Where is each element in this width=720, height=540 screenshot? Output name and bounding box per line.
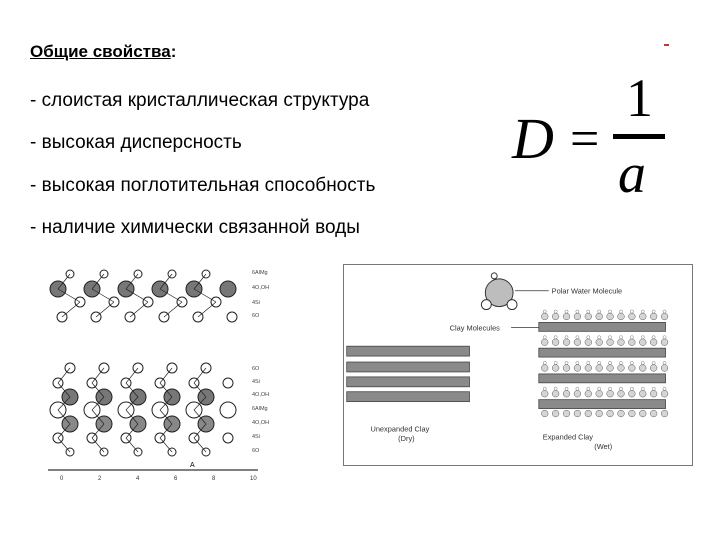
clay-layer	[539, 400, 666, 409]
water-molecule	[661, 313, 668, 320]
clay-layer	[347, 346, 470, 356]
water-molecule	[576, 310, 579, 313]
bond	[62, 302, 80, 317]
unexpanded-sub: (Dry)	[398, 434, 415, 444]
water-molecule	[618, 313, 625, 320]
clay-layer	[347, 392, 470, 402]
water-molecule	[652, 310, 655, 313]
water-molecule	[563, 390, 570, 397]
water-molecule	[639, 390, 646, 397]
crystal-label: 4O,OH	[252, 285, 270, 291]
water-molecule	[596, 410, 603, 417]
water-molecule	[641, 387, 644, 390]
water-molecule	[574, 339, 581, 346]
expanded-label: Expanded Clay	[542, 432, 593, 442]
water-molecule	[619, 336, 622, 339]
water-molecule	[628, 365, 635, 372]
water-molecule	[598, 361, 601, 364]
clay-layer	[539, 322, 666, 331]
water-molecule	[563, 313, 570, 320]
water-molecule	[541, 410, 548, 417]
water-molecule	[639, 339, 646, 346]
expanded-layers	[539, 310, 668, 417]
crystal-label: 6O	[252, 448, 260, 454]
water-molecule	[576, 361, 579, 364]
water-molecule	[641, 310, 644, 313]
water-molecule	[628, 390, 635, 397]
water-molecule	[541, 339, 548, 346]
bond	[194, 438, 206, 452]
crystal-label: 6AlMg	[252, 406, 268, 412]
water-molecule	[652, 387, 655, 390]
axis-tick: 2	[98, 476, 102, 482]
formula-equals: =	[570, 111, 600, 168]
heading-colon: :	[170, 42, 177, 61]
water-molecule	[630, 310, 633, 313]
crystal-label: 6O	[252, 313, 260, 319]
water-molecule	[618, 390, 625, 397]
water-molecule	[661, 339, 668, 346]
water-molecule	[554, 387, 557, 390]
water-molecule	[663, 336, 666, 339]
water-molecule	[598, 387, 601, 390]
water-molecule	[543, 336, 546, 339]
water-molecule	[652, 361, 655, 364]
water-molecule	[541, 365, 548, 372]
water-molecule-plus	[491, 273, 497, 279]
bond	[160, 438, 172, 452]
water-molecule	[563, 339, 570, 346]
water-molecule	[628, 313, 635, 320]
water-molecule	[596, 390, 603, 397]
water-molecule	[574, 390, 581, 397]
water-molecule	[639, 313, 646, 320]
water-molecule	[608, 336, 611, 339]
water-molecule	[587, 310, 590, 313]
expanded-sub: (Wet)	[594, 442, 613, 452]
bullet-layered-structure: - слоистая кристаллическая структура	[30, 90, 370, 111]
water-molecule	[639, 365, 646, 372]
water-molecule	[552, 365, 559, 372]
bullet-bound-water: - наличие химически связанной воды	[30, 217, 360, 238]
water-molecule	[596, 313, 603, 320]
water-molecule	[576, 387, 579, 390]
dispersion-formula	[510, 58, 670, 198]
axis-tick: 6	[174, 476, 178, 482]
crystal-label: 6AlMg	[252, 270, 268, 276]
bond	[130, 302, 148, 317]
water-molecule	[650, 339, 657, 346]
water-molecule	[596, 339, 603, 346]
bond	[58, 438, 70, 452]
clay-layer	[539, 348, 666, 357]
water-molecule	[563, 365, 570, 372]
bond	[92, 438, 104, 452]
formula-denominator: a	[618, 143, 646, 198]
bond	[126, 438, 138, 452]
crystal-structure-figure	[40, 262, 290, 484]
crystal-label: 4Si	[252, 379, 260, 385]
water-molecule	[543, 310, 546, 313]
water-molecule	[574, 313, 581, 320]
axis-tick: 4	[136, 476, 140, 482]
water-molecule	[630, 361, 633, 364]
water-molecule	[576, 336, 579, 339]
atom	[220, 281, 236, 297]
bond	[164, 302, 182, 317]
water-molecule	[630, 336, 633, 339]
water-molecule	[608, 361, 611, 364]
formula-lhs: D	[512, 106, 554, 171]
water-molecule	[619, 387, 622, 390]
water-molecule	[618, 365, 625, 372]
water-molecule	[543, 361, 546, 364]
clay-layer	[539, 374, 666, 383]
water-molecule	[650, 365, 657, 372]
water-molecule	[650, 390, 657, 397]
water-molecule-hydrogen	[507, 300, 517, 310]
water-molecule	[639, 410, 646, 417]
formula-numerator: 1	[626, 68, 653, 128]
atom	[227, 312, 237, 322]
bond	[92, 368, 104, 383]
axis-tick: 8	[212, 476, 216, 482]
water-molecule	[552, 390, 559, 397]
water-molecule	[619, 361, 622, 364]
water-molecule	[552, 410, 559, 417]
bond	[198, 302, 216, 317]
clay-expansion-figure	[343, 264, 693, 466]
water-molecule	[650, 410, 657, 417]
water-molecule	[585, 339, 592, 346]
bond	[58, 368, 70, 383]
crystal-label: 4O,OH	[252, 420, 270, 426]
water-molecule	[587, 387, 590, 390]
water-molecule	[596, 365, 603, 372]
water-molecule	[607, 390, 614, 397]
water-molecule	[554, 336, 557, 339]
water-molecule	[661, 365, 668, 372]
heading-title: Общие свойства	[30, 42, 171, 61]
water-molecule	[607, 410, 614, 417]
polar-label: Polar Water Molecule	[551, 286, 623, 296]
crystal-layer-top	[50, 270, 237, 322]
crystal-axis-letter: A	[190, 462, 195, 469]
crystal-label: 6O	[252, 366, 260, 372]
water-molecule	[607, 339, 614, 346]
water-molecule	[607, 313, 614, 320]
clay-layer	[347, 362, 470, 372]
bond	[160, 368, 172, 383]
bond	[96, 302, 114, 317]
water-molecule	[565, 336, 568, 339]
bullet-absorption: - высокая поглотительная способность	[30, 175, 376, 196]
water-molecule	[585, 313, 592, 320]
water-molecule	[598, 310, 601, 313]
water-molecule	[641, 336, 644, 339]
water-molecule	[587, 361, 590, 364]
unexpanded-layers	[347, 346, 470, 401]
water-molecule	[619, 310, 622, 313]
water-molecule	[618, 339, 625, 346]
water-molecule	[608, 310, 611, 313]
water-molecule	[663, 310, 666, 313]
water-molecule	[608, 387, 611, 390]
water-molecule	[554, 361, 557, 364]
water-molecule	[661, 390, 668, 397]
water-molecule	[585, 365, 592, 372]
water-molecule	[663, 361, 666, 364]
water-molecule	[543, 387, 546, 390]
clay-layer	[347, 377, 470, 387]
water-molecule	[618, 410, 625, 417]
bond	[126, 368, 138, 383]
fraction-bar	[613, 134, 665, 139]
water-molecule	[541, 313, 548, 320]
clay-label: Clay Molecules	[449, 323, 500, 333]
water-molecule	[652, 336, 655, 339]
water-molecule	[598, 336, 601, 339]
atom	[220, 402, 236, 418]
crystal-label: 4O,OH	[252, 392, 270, 398]
water-molecule	[552, 313, 559, 320]
water-molecule	[628, 339, 635, 346]
bullet-high-dispersion: - высокая дисперсность	[30, 132, 242, 153]
atom	[223, 433, 233, 443]
water-molecule	[587, 336, 590, 339]
water-molecule	[574, 410, 581, 417]
red-mark	[664, 44, 669, 46]
water-molecule	[541, 390, 548, 397]
crystal-label: 4Si	[252, 434, 260, 440]
axis-tick: 10	[250, 476, 257, 482]
water-molecule	[630, 387, 633, 390]
water-molecule	[663, 387, 666, 390]
water-molecule	[585, 390, 592, 397]
water-molecule	[650, 313, 657, 320]
water-molecule	[563, 410, 570, 417]
water-molecule	[641, 361, 644, 364]
atom	[223, 378, 233, 388]
bond	[194, 368, 206, 383]
water-molecule	[661, 410, 668, 417]
water-molecule	[574, 365, 581, 372]
slide-heading	[30, 42, 176, 62]
crystal-layer-bottom	[50, 363, 236, 456]
water-molecule	[585, 410, 592, 417]
water-molecule	[628, 410, 635, 417]
water-molecule	[607, 365, 614, 372]
water-molecule	[565, 387, 568, 390]
crystal-label: 4Si	[252, 300, 260, 306]
water-molecule	[554, 310, 557, 313]
unexpanded-label: Unexpanded Clay	[370, 424, 430, 434]
water-molecule	[552, 339, 559, 346]
water-molecule	[565, 361, 568, 364]
water-molecule-hydrogen	[481, 300, 491, 310]
axis-tick: 0	[60, 476, 64, 482]
water-molecule	[565, 310, 568, 313]
